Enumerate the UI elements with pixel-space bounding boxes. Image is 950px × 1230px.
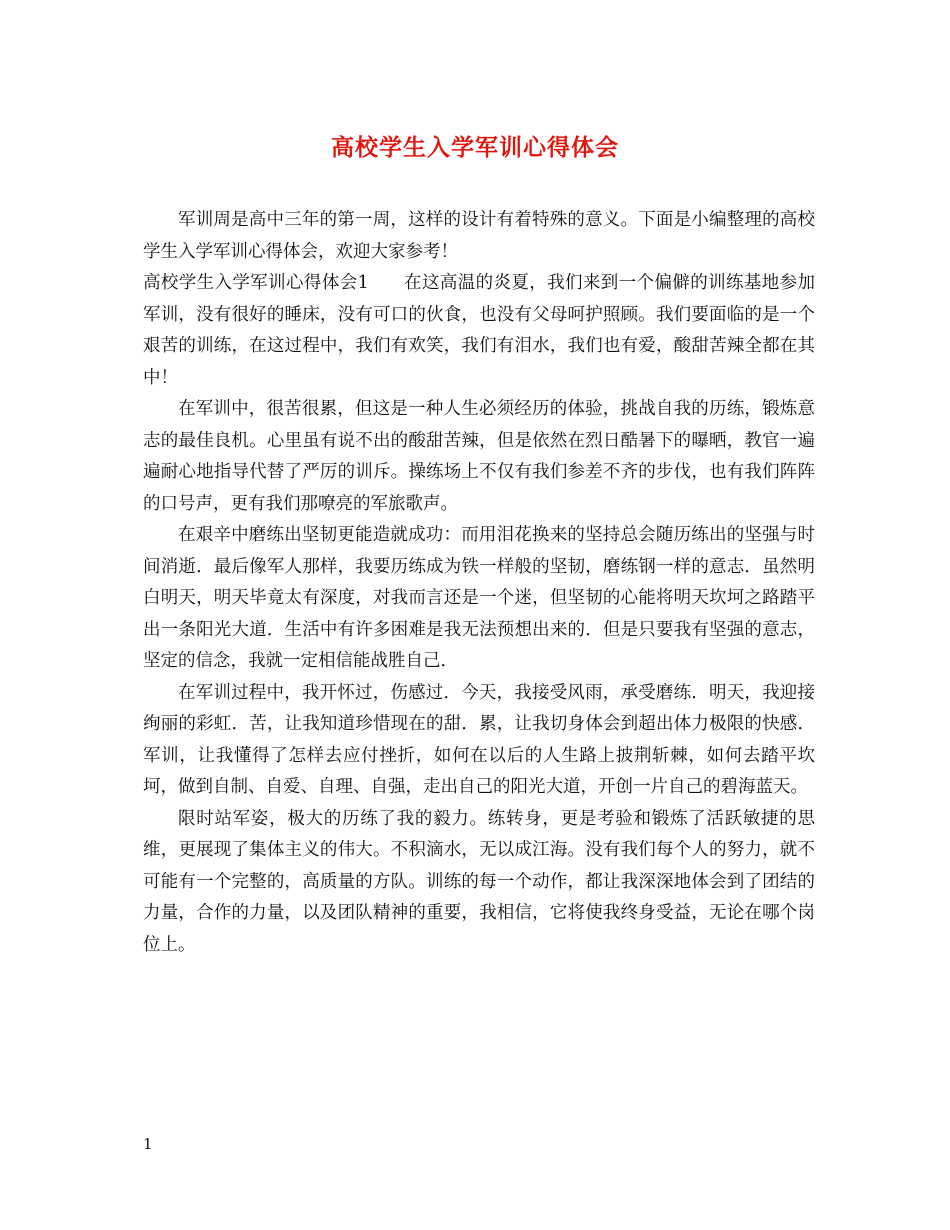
intro-paragraph: 军训周是高中三年的第一周，这样的设计有着特殊的意义。下面是小编整理的高校学生入学军训心得体会，欢迎大家参考！ [143,210,815,262]
section-heading: 高校学生入学军训心得体会1 [143,273,369,293]
section-spacer [369,273,404,293]
section-first-text: 在这高温的炎夏，我们来到一个偏僻的训练基地参加军训，没有很好的睡床，没有可口的伙食，也没有父母呵护照顾。我们要面临的是一个艰苦的训练，在这过程中，我们有欢笑，我们有泪水，我们也有爱，酸甜苦辣全都在其中！ [143,273,815,388]
document-title: 高校学生入学军训心得体会 [331,134,619,161]
body-paragraph: 在军训中，很苦很累，但这是一种人生必须经历的体验，挑战自我的历练，锻炼意志的最佳良机。心里虽有说不出的酸甜苦辣，但是依然在烈日酷暑下的曝晒，教官一遍遍耐心地指导代替了严厉的训斥。操练场上不仅有我们参差不齐的步伐，也有我们阵阵的口号声，更有我们那嘹亮的军旅歌声。 [143,399,815,514]
document-body [143,205,815,961]
body-paragraph: 限时站军姿，极大的历练了我的毅力。练转身，更是考验和锻炼了活跃敏捷的思维，更展现了集体主义的伟大。不积滴水，无以成江海。没有我们每个人的努力，就不可能有一个完整的，高质量的方队。训练的每一个动作，都让我深深地体会到了团结的力量，合作的力量，以及团队精神的重要，我相信，它将使我终身受益，无论在哪个岗位上。 [143,808,815,955]
section-first-paragraph [143,268,815,394]
body-paragraph: 在军训过程中，我开怀过，伤感过．今天，我接受风雨，承受磨练．明天，我迎接绚丽的彩虹．苦，让我知道珍惜现在的甜．累，让我切身体会到超出体力极限的快感．军训，让我懂得了怎样去应付挫折，如何在以后的人生路上披荆斩棘，如何去踏平坎坷，做到自制、自爱、自理、自强，走出自己的阳光大道，开创一片自己的碧海蓝天。 [143,682,815,797]
body-paragraph: 在艰辛中磨练出坚韧更能造就成功：而用泪花换来的坚持总会随历练出的坚强与时间消逝．最后像军人那样，我要历练成为铁一样般的坚韧，磨练钢一样的意志．虽然明白明天，明天毕竟太有深度，对我而言还是一个迷，但坚韧的心能将明天坎坷之路踏平出一条阳光大道．生活中有许多困难是我无法预想出来的．但是只要我有坚强的意志，坚定的信念，我就一定相信能战胜自己． [143,525,815,671]
page-number: 1 [143,1135,153,1153]
